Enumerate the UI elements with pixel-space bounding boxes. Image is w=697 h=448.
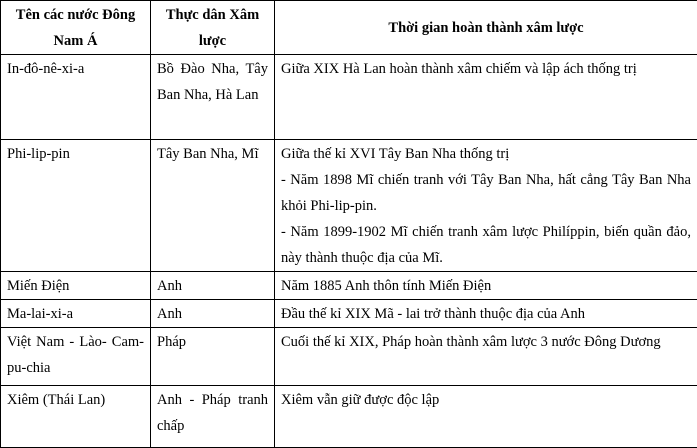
cell-time [275, 140, 697, 272]
time-line: - Năm 1899-1902 Mĩ chiến tranh xâm lược Philíppin, biến quần đảo, này thành thuộc địa của Mĩ. [281, 219, 691, 271]
table-row [1, 140, 697, 272]
cell-time [275, 55, 697, 140]
cell-time [275, 272, 697, 300]
time-line: - Năm 1898 Mĩ chiến tranh với Tây Ban Nha, hất cẳng Tây Ban Nha khỏi Phi-lip-pin. [281, 167, 691, 219]
cell-country: Việt Nam - Lào- Cam-pu-chia [1, 328, 151, 386]
cell-country: Phi-lip-pin [1, 140, 151, 272]
header-country: Tên các nước Đông Nam Á [1, 1, 151, 55]
cell-colonizer: Anh [151, 300, 275, 328]
table-row [1, 328, 697, 386]
table-row [1, 272, 697, 300]
table-header-row [1, 1, 697, 55]
time-line: Năm 1885 Anh thôn tính Miến Điện [281, 273, 691, 299]
cell-colonizer: Pháp [151, 328, 275, 386]
table-row [1, 55, 697, 140]
time-line: Giữa thế kỉ XVI Tây Ban Nha thống trị [281, 141, 691, 167]
table-row [1, 300, 697, 328]
table-row [1, 386, 697, 448]
cell-colonizer: Anh - Pháp tranh chấp [151, 386, 275, 448]
header-colonizer: Thực dân Xâm lược [151, 1, 275, 55]
cell-colonizer: Anh [151, 272, 275, 300]
header-time: Thời gian hoàn thành xâm lược [275, 1, 697, 55]
cell-country: Ma-lai-xi-a [1, 300, 151, 328]
time-line: Cuối thế kỉ XIX, Pháp hoàn thành xâm lược 3 nước Đông Dương [281, 329, 691, 355]
cell-colonizer: Bồ Đào Nha, Tây Ban Nha, Hà Lan [151, 55, 275, 140]
cell-time [275, 328, 697, 386]
cell-country: In-đô-nê-xi-a [1, 55, 151, 140]
time-line: Giữa XIX Hà Lan hoàn thành xâm chiếm và lập ách thống trị [281, 56, 691, 82]
cell-country: Xiêm (Thái Lan) [1, 386, 151, 448]
cell-colonizer: Tây Ban Nha, Mĩ [151, 140, 275, 272]
cell-time [275, 300, 697, 328]
time-line: Đầu thế kỉ XIX Mã - lai trở thành thuộc địa của Anh [281, 301, 691, 327]
cell-country: Miến Điện [1, 272, 151, 300]
time-line: Xiêm vẫn giữ được độc lập [281, 387, 691, 413]
cell-time [275, 386, 697, 448]
